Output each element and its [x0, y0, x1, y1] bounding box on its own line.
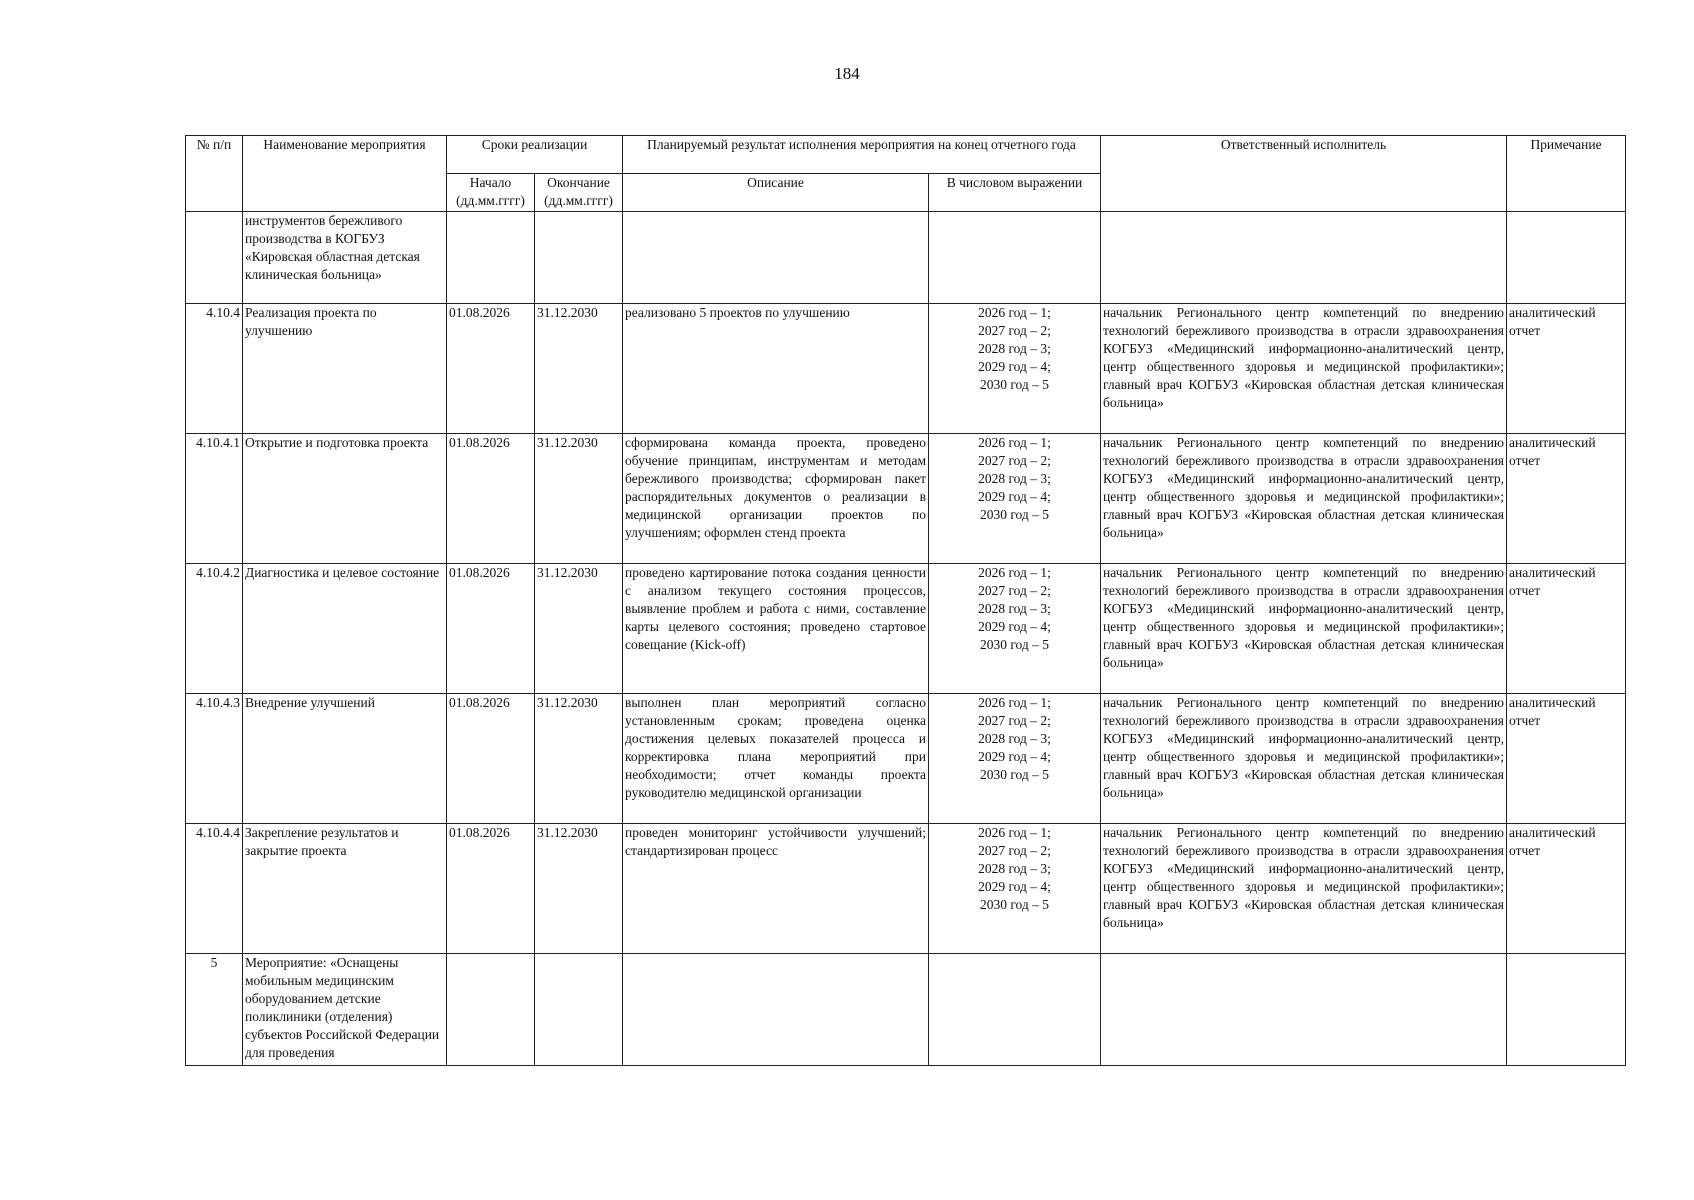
- measure-name: инструментов бережливого производства в КОГБУЗ «Кировская областная детская клиническая больница»: [243, 212, 447, 304]
- year-value: 2029 год – 4;: [978, 749, 1051, 764]
- header-note: Примечание: [1507, 136, 1626, 212]
- year-value: 2026 год – 1;: [978, 565, 1051, 580]
- measure-name: Открытие и подготовка проекта: [243, 434, 447, 564]
- header-description: Описание: [623, 174, 929, 212]
- row-number: [186, 212, 243, 304]
- measure-name: Диагностика и целевое состояние: [243, 564, 447, 694]
- end-date: 31.12.2030: [535, 564, 623, 694]
- note: аналитический отчет: [1507, 564, 1626, 694]
- numeric-values: [929, 304, 1101, 434]
- result-description: [623, 212, 929, 304]
- header-start: Начало (дд.мм.гггг): [447, 174, 535, 212]
- result-description: сформирована команда проекта, проведено обучение принципам, инструментам и методам бережливого производства; сформирован пакет распорядительных документов о реализации в медицинской организации проектов по улучшениям; оформлен стенд проекта: [623, 434, 929, 564]
- year-value: 2028 год – 3;: [978, 471, 1051, 486]
- year-value: 2028 год – 3;: [978, 341, 1051, 356]
- note: [1507, 212, 1626, 304]
- end-date: 31.12.2030: [535, 304, 623, 434]
- numeric-values: [929, 824, 1101, 954]
- measure-name: Мероприятие: «Оснащены мобильным медицинским оборудованием детские поликлиники (отделения) субъектов Российской Федерации для проведения: [243, 954, 447, 1066]
- row-number: 5: [186, 954, 243, 1066]
- year-value: 2027 год – 2;: [978, 713, 1051, 728]
- responsible-executor: [1101, 212, 1507, 304]
- table-row: [186, 304, 1626, 434]
- note: аналитический отчет: [1507, 694, 1626, 824]
- start-date: 01.08.2026: [447, 304, 535, 434]
- year-value: 2026 год – 1;: [978, 825, 1051, 840]
- year-value: 2027 год – 2;: [978, 583, 1051, 598]
- measure-name: Внедрение улучшений: [243, 694, 447, 824]
- table-row: [186, 434, 1626, 564]
- start-date: 01.08.2026: [447, 694, 535, 824]
- header-num: № п/п: [186, 136, 243, 212]
- responsible-executor: начальник Регионального центр компетенций по внедрению технологий бережливого производства в отрасли здравоохранения КОГБУЗ «Медицинский информационно-аналитический центр, центр общественного здоровья и медицинской профилактики»; главный врач КОГБУЗ «Кировская областная детская клиническая больница»: [1101, 304, 1507, 434]
- numeric-values: [929, 434, 1101, 564]
- header-name: Наименование мероприятия: [243, 136, 447, 212]
- row-number: 4.10.4.3: [186, 694, 243, 824]
- start-date: [447, 954, 535, 1066]
- table-body: [186, 212, 1626, 1066]
- numeric-values: [929, 212, 1101, 304]
- measure-name: Закрепление результатов и закрытие проекта: [243, 824, 447, 954]
- row-number: 4.10.4.2: [186, 564, 243, 694]
- header-terms: Сроки реализации: [447, 136, 623, 174]
- year-value: 2027 год – 2;: [978, 453, 1051, 468]
- note: [1507, 954, 1626, 1066]
- year-value: 2026 год – 1;: [978, 695, 1051, 710]
- year-value: 2030 год – 5: [979, 897, 1050, 912]
- year-value: 2029 год – 4;: [978, 879, 1051, 894]
- numeric-values: [929, 564, 1101, 694]
- end-date: 31.12.2030: [535, 434, 623, 564]
- year-value: 2029 год – 4;: [978, 489, 1051, 504]
- note: аналитический отчет: [1507, 434, 1626, 564]
- year-value: 2028 год – 3;: [978, 601, 1051, 616]
- year-value: 2026 год – 1;: [978, 305, 1051, 320]
- header-numeric: В числовом выражении: [929, 174, 1101, 212]
- table-row: [186, 564, 1626, 694]
- numeric-values: [929, 954, 1101, 1066]
- responsible-executor: начальник Регионального центр компетенций по внедрению технологий бережливого производства в отрасли здравоохранения КОГБУЗ «Медицинский информационно-аналитический центр, центр общественного здоровья и медицинской профилактики»; главный врач КОГБУЗ «Кировская областная детская клиническая больница»: [1101, 694, 1507, 824]
- result-description: реализовано 5 проектов по улучшению: [623, 304, 929, 434]
- year-value: 2028 год – 3;: [978, 861, 1051, 876]
- responsible-executor: начальник Регионального центр компетенций по внедрению технологий бережливого производства в отрасли здравоохранения КОГБУЗ «Медицинский информационно-аналитический центр, центр общественного здоровья и медицинской профилактики»; главный врач КОГБУЗ «Кировская областная детская клиническая больница»: [1101, 564, 1507, 694]
- result-description: проведен мониторинг устойчивости улучшений; стандартизирован процесс: [623, 824, 929, 954]
- header-end: Окончание (дд.мм.гггг): [535, 174, 623, 212]
- row-number: 4.10.4.1: [186, 434, 243, 564]
- end-date: [535, 954, 623, 1066]
- start-date: 01.08.2026: [447, 564, 535, 694]
- year-value: 2026 год – 1;: [978, 435, 1051, 450]
- responsible-executor: начальник Регионального центр компетенций по внедрению технологий бережливого производства в отрасли здравоохранения КОГБУЗ «Медицинский информационно-аналитический центр, центр общественного здоровья и медицинской профилактики»; главный врач КОГБУЗ «Кировская областная детская клиническая больница»: [1101, 824, 1507, 954]
- row-number: 4.10.4.4: [186, 824, 243, 954]
- year-value: 2030 год – 5: [979, 507, 1050, 522]
- measure-name: Реализация проекта по улучшению: [243, 304, 447, 434]
- table-row: [186, 694, 1626, 824]
- measures-table: [185, 135, 1626, 1066]
- year-value: 2029 год – 4;: [978, 359, 1051, 374]
- end-date: 31.12.2030: [535, 824, 623, 954]
- table-row: [186, 824, 1626, 954]
- note: аналитический отчет: [1507, 304, 1626, 434]
- year-value: 2027 год – 2;: [978, 323, 1051, 338]
- year-value: 2030 год – 5: [979, 767, 1050, 782]
- year-value: 2030 год – 5: [979, 637, 1050, 652]
- header-responsible: Ответственный исполнитель: [1101, 136, 1507, 212]
- end-date: [535, 212, 623, 304]
- start-date: 01.08.2026: [447, 824, 535, 954]
- header-planned-result: Планируемый результат исполнения мероприятия на конец отчетного года: [623, 136, 1101, 174]
- year-value: 2030 год – 5: [979, 377, 1050, 392]
- table-row: [186, 212, 1626, 304]
- numeric-values: [929, 694, 1101, 824]
- start-date: 01.08.2026: [447, 434, 535, 564]
- year-value: 2027 год – 2;: [978, 843, 1051, 858]
- row-number: 4.10.4: [186, 304, 243, 434]
- result-description: [623, 954, 929, 1066]
- year-value: 2028 год – 3;: [978, 731, 1051, 746]
- end-date: 31.12.2030: [535, 694, 623, 824]
- responsible-executor: начальник Регионального центр компетенций по внедрению технологий бережливого производства в отрасли здравоохранения КОГБУЗ «Медицинский информационно-аналитический центр, центр общественного здоровья и медицинской профилактики»; главный врач КОГБУЗ «Кировская областная детская клиническая больница»: [1101, 434, 1507, 564]
- note: аналитический отчет: [1507, 824, 1626, 954]
- result-description: проведено картирование потока создания ценности с анализом текущего состояния процессов, выявление проблем и работа с ними, составление карты целевого состояния; проведено стартовое совещание (Kick-off): [623, 564, 929, 694]
- result-description: выполнен план мероприятий согласно установленным срокам; проведена оценка достижения целевых показателей процесса и корректировка плана мероприятий при необходимости; отчет команды проекта руководителю медицинской организации: [623, 694, 929, 824]
- year-value: 2029 год – 4;: [978, 619, 1051, 634]
- page-number: 184: [834, 64, 860, 83]
- responsible-executor: [1101, 954, 1507, 1066]
- table-row: [186, 954, 1626, 1066]
- start-date: [447, 212, 535, 304]
